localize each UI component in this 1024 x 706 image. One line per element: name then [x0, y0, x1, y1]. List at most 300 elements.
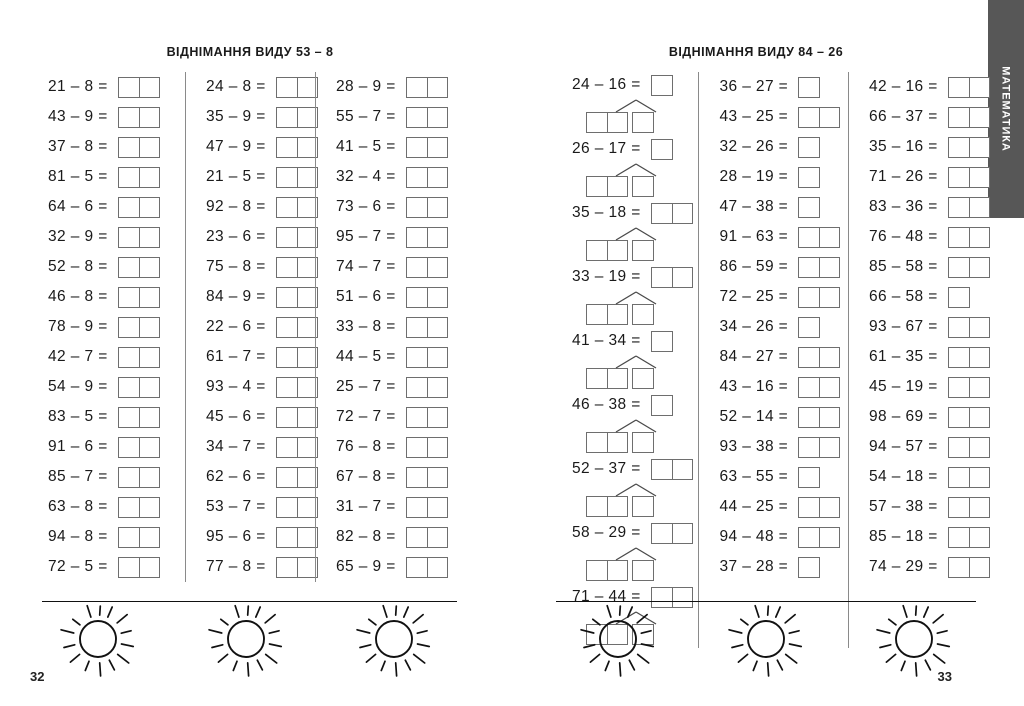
answer-cell[interactable]	[427, 468, 447, 487]
answer-cell[interactable]	[949, 258, 969, 277]
answer-cell[interactable]	[427, 138, 447, 157]
answer-cell[interactable]	[799, 198, 819, 217]
answer-cell[interactable]	[949, 438, 969, 457]
answer-cell[interactable]	[799, 168, 819, 187]
answer-box[interactable]	[651, 139, 673, 160]
answer-cell[interactable]	[297, 318, 317, 337]
answer-box[interactable]	[948, 497, 990, 518]
answer-cell[interactable]	[652, 396, 672, 415]
answer-cell[interactable]	[407, 408, 427, 427]
answer-box[interactable]	[118, 557, 160, 578]
answer-cell[interactable]	[652, 76, 672, 95]
answer-cell[interactable]	[652, 140, 672, 159]
answer-cell[interactable]	[799, 378, 819, 397]
answer-box[interactable]	[406, 287, 448, 308]
exercise-row	[869, 132, 988, 162]
answer-cell[interactable]	[119, 468, 139, 487]
answer-cell[interactable]	[277, 348, 297, 367]
sun-icon[interactable]	[356, 603, 432, 679]
answer-box[interactable]	[651, 203, 693, 224]
answer-cell[interactable]	[139, 558, 159, 577]
answer-cell[interactable]	[119, 378, 139, 397]
answer-box[interactable]	[118, 497, 160, 518]
answer-cell[interactable]	[407, 558, 427, 577]
exercise-expression: 54 – 18 =	[869, 468, 938, 485]
answer-box[interactable]	[798, 167, 820, 188]
exercise-row	[869, 72, 988, 102]
subject-tab-label: МАТЕМАТИКА	[1000, 66, 1012, 152]
answer-cell[interactable]	[799, 498, 819, 517]
answer-box[interactable]	[276, 497, 318, 518]
answer-box[interactable]	[948, 107, 990, 128]
answer-box[interactable]	[948, 347, 990, 368]
answer-cell[interactable]	[119, 78, 139, 97]
answer-cell[interactable]	[277, 228, 297, 247]
answer-cell[interactable]	[969, 498, 989, 517]
answer-box[interactable]	[651, 459, 693, 480]
answer-cell[interactable]	[949, 348, 969, 367]
answer-cell[interactable]	[407, 498, 427, 517]
answer-box[interactable]	[798, 137, 820, 158]
answer-cell[interactable]	[427, 228, 447, 247]
answer-box[interactable]	[798, 107, 840, 128]
answer-box[interactable]	[948, 467, 990, 488]
answer-cell[interactable]	[297, 438, 317, 457]
exercise-expression: 91 – 63 =	[719, 228, 789, 245]
answer-box[interactable]	[118, 107, 160, 128]
answer-box[interactable]	[798, 227, 840, 248]
answer-cell[interactable]	[949, 528, 969, 547]
answer-box[interactable]	[276, 437, 318, 458]
answer-cell[interactable]	[799, 528, 819, 547]
answer-cell[interactable]	[799, 78, 819, 97]
answer-box[interactable]	[118, 287, 160, 308]
answer-cell[interactable]	[139, 168, 159, 187]
answer-box[interactable]	[118, 437, 160, 458]
answer-box[interactable]	[406, 497, 448, 518]
answer-cell[interactable]	[949, 78, 969, 97]
answer-box[interactable]	[406, 197, 448, 218]
answer-box[interactable]	[948, 437, 990, 458]
answer-cell[interactable]	[969, 108, 989, 127]
answer-cell[interactable]	[119, 108, 139, 127]
answer-cell[interactable]	[799, 348, 819, 367]
answer-cell[interactable]	[277, 138, 297, 157]
answer-cell[interactable]	[297, 498, 317, 517]
answer-cell[interactable]	[277, 78, 297, 97]
answer-cell[interactable]	[407, 78, 427, 97]
answer-cell[interactable]	[652, 332, 672, 351]
answer-box[interactable]	[948, 227, 990, 248]
answer-cell[interactable]	[799, 288, 819, 307]
answer-box[interactable]	[276, 407, 318, 428]
answer-cell[interactable]	[969, 378, 989, 397]
answer-cell[interactable]	[139, 288, 159, 307]
exercise-row	[48, 282, 185, 312]
answer-cell[interactable]	[819, 258, 839, 277]
answer-cell[interactable]	[297, 198, 317, 217]
exercise-row	[869, 312, 988, 342]
answer-cell[interactable]	[819, 108, 839, 127]
answer-cell[interactable]	[277, 288, 297, 307]
answer-box[interactable]	[406, 137, 448, 158]
answer-box[interactable]	[948, 317, 990, 338]
answer-cell[interactable]	[139, 78, 159, 97]
answer-box[interactable]	[651, 523, 693, 544]
answer-box[interactable]	[118, 227, 160, 248]
answer-cell[interactable]	[277, 198, 297, 217]
answer-box[interactable]	[118, 377, 160, 398]
answer-cell[interactable]	[969, 438, 989, 457]
answer-cell[interactable]	[819, 408, 839, 427]
answer-box[interactable]	[276, 347, 318, 368]
exercise-row	[719, 162, 848, 192]
exercise-row	[48, 72, 185, 102]
answer-box[interactable]	[798, 77, 820, 98]
answer-cell[interactable]	[407, 438, 427, 457]
answer-cell[interactable]	[427, 168, 447, 187]
answer-box[interactable]	[276, 227, 318, 248]
answer-cell[interactable]	[119, 228, 139, 247]
answer-box[interactable]	[798, 467, 820, 488]
answer-cell[interactable]	[652, 204, 672, 223]
answer-cell[interactable]	[139, 498, 159, 517]
answer-cell[interactable]	[949, 288, 969, 307]
answer-box[interactable]	[948, 257, 990, 278]
answer-box[interactable]	[798, 557, 820, 578]
answer-box[interactable]	[948, 197, 990, 218]
answer-box[interactable]	[276, 467, 318, 488]
answer-box[interactable]	[276, 197, 318, 218]
answer-cell[interactable]	[799, 558, 819, 577]
answer-cell[interactable]	[277, 258, 297, 277]
answer-box[interactable]	[406, 377, 448, 398]
answer-cell[interactable]	[949, 408, 969, 427]
answer-box[interactable]	[118, 317, 160, 338]
answer-cell[interactable]	[407, 528, 427, 547]
answer-box[interactable]	[406, 347, 448, 368]
answer-box[interactable]	[276, 137, 318, 158]
answer-cell[interactable]	[297, 258, 317, 277]
answer-box[interactable]	[406, 317, 448, 338]
answer-cell[interactable]	[969, 408, 989, 427]
answer-cell[interactable]	[119, 288, 139, 307]
answer-cell[interactable]	[427, 258, 447, 277]
answer-cell[interactable]	[139, 108, 159, 127]
decomposition-branch-icon	[586, 164, 706, 180]
sun-icon[interactable]	[728, 603, 804, 679]
answer-cell[interactable]	[672, 524, 692, 543]
answer-box[interactable]	[798, 257, 840, 278]
answer-box[interactable]	[276, 107, 318, 128]
answer-cell[interactable]	[119, 258, 139, 277]
answer-cell[interactable]	[949, 138, 969, 157]
answer-cell[interactable]	[139, 438, 159, 457]
answer-cell[interactable]	[949, 558, 969, 577]
answer-box[interactable]	[276, 377, 318, 398]
answer-cell[interactable]	[407, 318, 427, 337]
answer-box[interactable]	[651, 267, 693, 288]
exercise-columns-right	[524, 72, 988, 648]
answer-box[interactable]	[406, 257, 448, 278]
answer-box[interactable]	[406, 527, 448, 548]
answer-cell[interactable]	[969, 468, 989, 487]
answer-cell[interactable]	[819, 288, 839, 307]
answer-cell[interactable]	[407, 138, 427, 157]
answer-cell[interactable]	[427, 408, 447, 427]
answer-box[interactable]	[651, 75, 673, 96]
answer-cell[interactable]	[139, 528, 159, 547]
answer-cell[interactable]	[407, 198, 427, 217]
exercise-expression: 28 – 9 =	[336, 78, 396, 95]
answer-box[interactable]	[276, 167, 318, 188]
answer-cell[interactable]	[119, 318, 139, 337]
answer-cell[interactable]	[969, 258, 989, 277]
answer-cell[interactable]	[139, 318, 159, 337]
answer-box[interactable]	[406, 467, 448, 488]
answer-cell[interactable]	[819, 378, 839, 397]
answer-cell[interactable]	[119, 558, 139, 577]
answer-cell[interactable]	[427, 108, 447, 127]
answer-cell[interactable]	[427, 378, 447, 397]
answer-cell[interactable]	[407, 348, 427, 367]
answer-cell[interactable]	[949, 108, 969, 127]
answer-cell[interactable]	[119, 348, 139, 367]
answer-cell[interactable]	[427, 528, 447, 547]
answer-cell[interactable]	[427, 558, 447, 577]
answer-cell[interactable]	[949, 318, 969, 337]
answer-cell[interactable]	[949, 198, 969, 217]
answer-box[interactable]	[948, 557, 990, 578]
exercise-expression: 35 – 18 =	[572, 204, 641, 221]
answer-box[interactable]	[798, 317, 820, 338]
answer-cell[interactable]	[427, 348, 447, 367]
answer-cell[interactable]	[277, 378, 297, 397]
answer-cell[interactable]	[427, 498, 447, 517]
answer-box[interactable]	[406, 107, 448, 128]
answer-cell[interactable]	[297, 378, 317, 397]
exercise-expression: 62 – 6 =	[206, 468, 266, 485]
answer-cell[interactable]	[819, 438, 839, 457]
answer-box[interactable]	[798, 287, 840, 308]
answer-box[interactable]	[276, 257, 318, 278]
answer-cell[interactable]	[652, 268, 672, 287]
answer-cell[interactable]	[407, 288, 427, 307]
answer-box[interactable]	[651, 395, 673, 416]
answer-box[interactable]	[118, 467, 160, 488]
answer-box[interactable]	[798, 497, 840, 518]
answer-cell[interactable]	[297, 168, 317, 187]
answer-box[interactable]	[798, 527, 840, 548]
answer-box[interactable]	[948, 167, 990, 188]
answer-cell[interactable]	[119, 198, 139, 217]
answer-cell[interactable]	[119, 498, 139, 517]
answer-cell[interactable]	[672, 268, 692, 287]
decomposition-diagram	[586, 356, 698, 390]
answer-cell[interactable]	[139, 408, 159, 427]
answer-box[interactable]	[948, 407, 990, 428]
exercise-row	[336, 312, 465, 342]
answer-box[interactable]	[948, 137, 990, 158]
answer-cell[interactable]	[799, 438, 819, 457]
answer-box[interactable]	[798, 197, 820, 218]
answer-box[interactable]	[798, 407, 840, 428]
exercise-row	[206, 552, 315, 582]
answer-box[interactable]	[948, 377, 990, 398]
answer-cell[interactable]	[407, 468, 427, 487]
answer-box[interactable]	[406, 407, 448, 428]
answer-cell[interactable]	[819, 498, 839, 517]
exercise-expression: 37 – 8 =	[48, 138, 108, 155]
answer-box[interactable]	[948, 527, 990, 548]
sun-icon[interactable]	[208, 603, 284, 679]
answer-cell[interactable]	[297, 288, 317, 307]
answer-box[interactable]	[798, 437, 840, 458]
answer-cell[interactable]	[969, 348, 989, 367]
answer-box[interactable]	[118, 77, 160, 98]
answer-cell[interactable]	[969, 198, 989, 217]
exercise-row	[719, 252, 848, 282]
answer-cell[interactable]	[949, 378, 969, 397]
answer-box[interactable]	[118, 167, 160, 188]
answer-cell[interactable]	[297, 408, 317, 427]
answer-cell[interactable]	[407, 228, 427, 247]
answer-cell[interactable]	[139, 348, 159, 367]
exercise-expression: 58 – 29 =	[572, 524, 641, 541]
answer-cell[interactable]	[119, 528, 139, 547]
answer-cell[interactable]	[427, 318, 447, 337]
exercise-row	[719, 222, 848, 252]
answer-box[interactable]	[276, 527, 318, 548]
answer-cell[interactable]	[297, 348, 317, 367]
answer-cell[interactable]	[139, 468, 159, 487]
answer-cell[interactable]	[297, 228, 317, 247]
answer-box[interactable]	[276, 77, 318, 98]
answer-cell[interactable]	[427, 198, 447, 217]
exercise-expression: 31 – 7 =	[336, 498, 396, 515]
exercise-expression: 36 – 27 =	[719, 78, 789, 95]
answer-box[interactable]	[406, 437, 448, 458]
answer-cell[interactable]	[427, 438, 447, 457]
answer-cell[interactable]	[119, 138, 139, 157]
answer-cell[interactable]	[139, 138, 159, 157]
answer-box[interactable]	[118, 197, 160, 218]
answer-box[interactable]	[406, 167, 448, 188]
answer-cell[interactable]	[407, 378, 427, 397]
answer-cell[interactable]	[277, 168, 297, 187]
answer-box[interactable]	[406, 557, 448, 578]
answer-cell[interactable]	[969, 78, 989, 97]
answer-cell[interactable]	[969, 228, 989, 247]
answer-cell[interactable]	[297, 528, 317, 547]
answer-cell[interactable]	[949, 498, 969, 517]
answer-box[interactable]	[276, 557, 318, 578]
answer-cell[interactable]	[969, 168, 989, 187]
answer-cell[interactable]	[652, 460, 672, 479]
answer-box[interactable]	[118, 257, 160, 278]
answer-cell[interactable]	[277, 498, 297, 517]
answer-cell[interactable]	[672, 460, 692, 479]
answer-cell[interactable]	[652, 524, 672, 543]
answer-box[interactable]	[798, 347, 840, 368]
answer-cell[interactable]	[672, 204, 692, 223]
answer-box[interactable]	[798, 377, 840, 398]
answer-cell[interactable]	[119, 408, 139, 427]
exercise-row	[206, 162, 315, 192]
answer-box[interactable]	[948, 77, 990, 98]
answer-cell[interactable]	[949, 228, 969, 247]
answer-cell[interactable]	[799, 408, 819, 427]
exercise-expression: 55 – 7 =	[336, 108, 396, 125]
answer-box[interactable]	[118, 407, 160, 428]
answer-cell[interactable]	[139, 228, 159, 247]
answer-cell[interactable]	[139, 198, 159, 217]
answer-cell[interactable]	[297, 108, 317, 127]
answer-box[interactable]	[406, 77, 448, 98]
answer-cell[interactable]	[819, 228, 839, 247]
answer-cell[interactable]	[969, 528, 989, 547]
answer-box[interactable]	[118, 137, 160, 158]
answer-cell[interactable]	[297, 78, 317, 97]
answer-cell[interactable]	[799, 108, 819, 127]
answer-cell[interactable]	[407, 108, 427, 127]
answer-cell[interactable]	[819, 528, 839, 547]
answer-cell[interactable]	[297, 468, 317, 487]
answer-cell[interactable]	[949, 468, 969, 487]
answer-cell[interactable]	[799, 318, 819, 337]
answer-box[interactable]	[948, 287, 970, 308]
answer-cell[interactable]	[297, 558, 317, 577]
answer-cell[interactable]	[277, 528, 297, 547]
sun-icon[interactable]	[876, 603, 952, 679]
answer-box[interactable]	[276, 287, 318, 308]
answer-cell[interactable]	[427, 78, 447, 97]
answer-cell[interactable]	[277, 438, 297, 457]
answer-cell[interactable]	[969, 318, 989, 337]
sun-icon[interactable]	[580, 603, 656, 679]
answer-box[interactable]	[118, 527, 160, 548]
answer-cell[interactable]	[969, 138, 989, 157]
answer-cell[interactable]	[407, 258, 427, 277]
answer-cell[interactable]	[427, 288, 447, 307]
answer-cell[interactable]	[799, 468, 819, 487]
answer-cell[interactable]	[277, 558, 297, 577]
answer-cell[interactable]	[277, 108, 297, 127]
answer-cell[interactable]	[277, 318, 297, 337]
answer-cell[interactable]	[819, 348, 839, 367]
answer-cell[interactable]	[969, 558, 989, 577]
answer-cell[interactable]	[119, 438, 139, 457]
answer-cell[interactable]	[407, 168, 427, 187]
answer-cell[interactable]	[277, 408, 297, 427]
answer-cell[interactable]	[949, 168, 969, 187]
answer-box[interactable]	[406, 227, 448, 248]
answer-cell[interactable]	[277, 468, 297, 487]
answer-cell[interactable]	[799, 138, 819, 157]
answer-cell[interactable]	[297, 138, 317, 157]
exercise-row	[869, 372, 988, 402]
answer-box[interactable]	[118, 347, 160, 368]
answer-cell[interactable]	[799, 228, 819, 247]
answer-box[interactable]	[276, 317, 318, 338]
answer-box[interactable]	[651, 331, 673, 352]
sun-icon[interactable]	[60, 603, 136, 679]
answer-cell[interactable]	[799, 258, 819, 277]
answer-cell[interactable]	[139, 378, 159, 397]
answer-cell[interactable]	[119, 168, 139, 187]
exercise-row-decomposition	[572, 72, 698, 136]
answer-cell[interactable]	[139, 258, 159, 277]
